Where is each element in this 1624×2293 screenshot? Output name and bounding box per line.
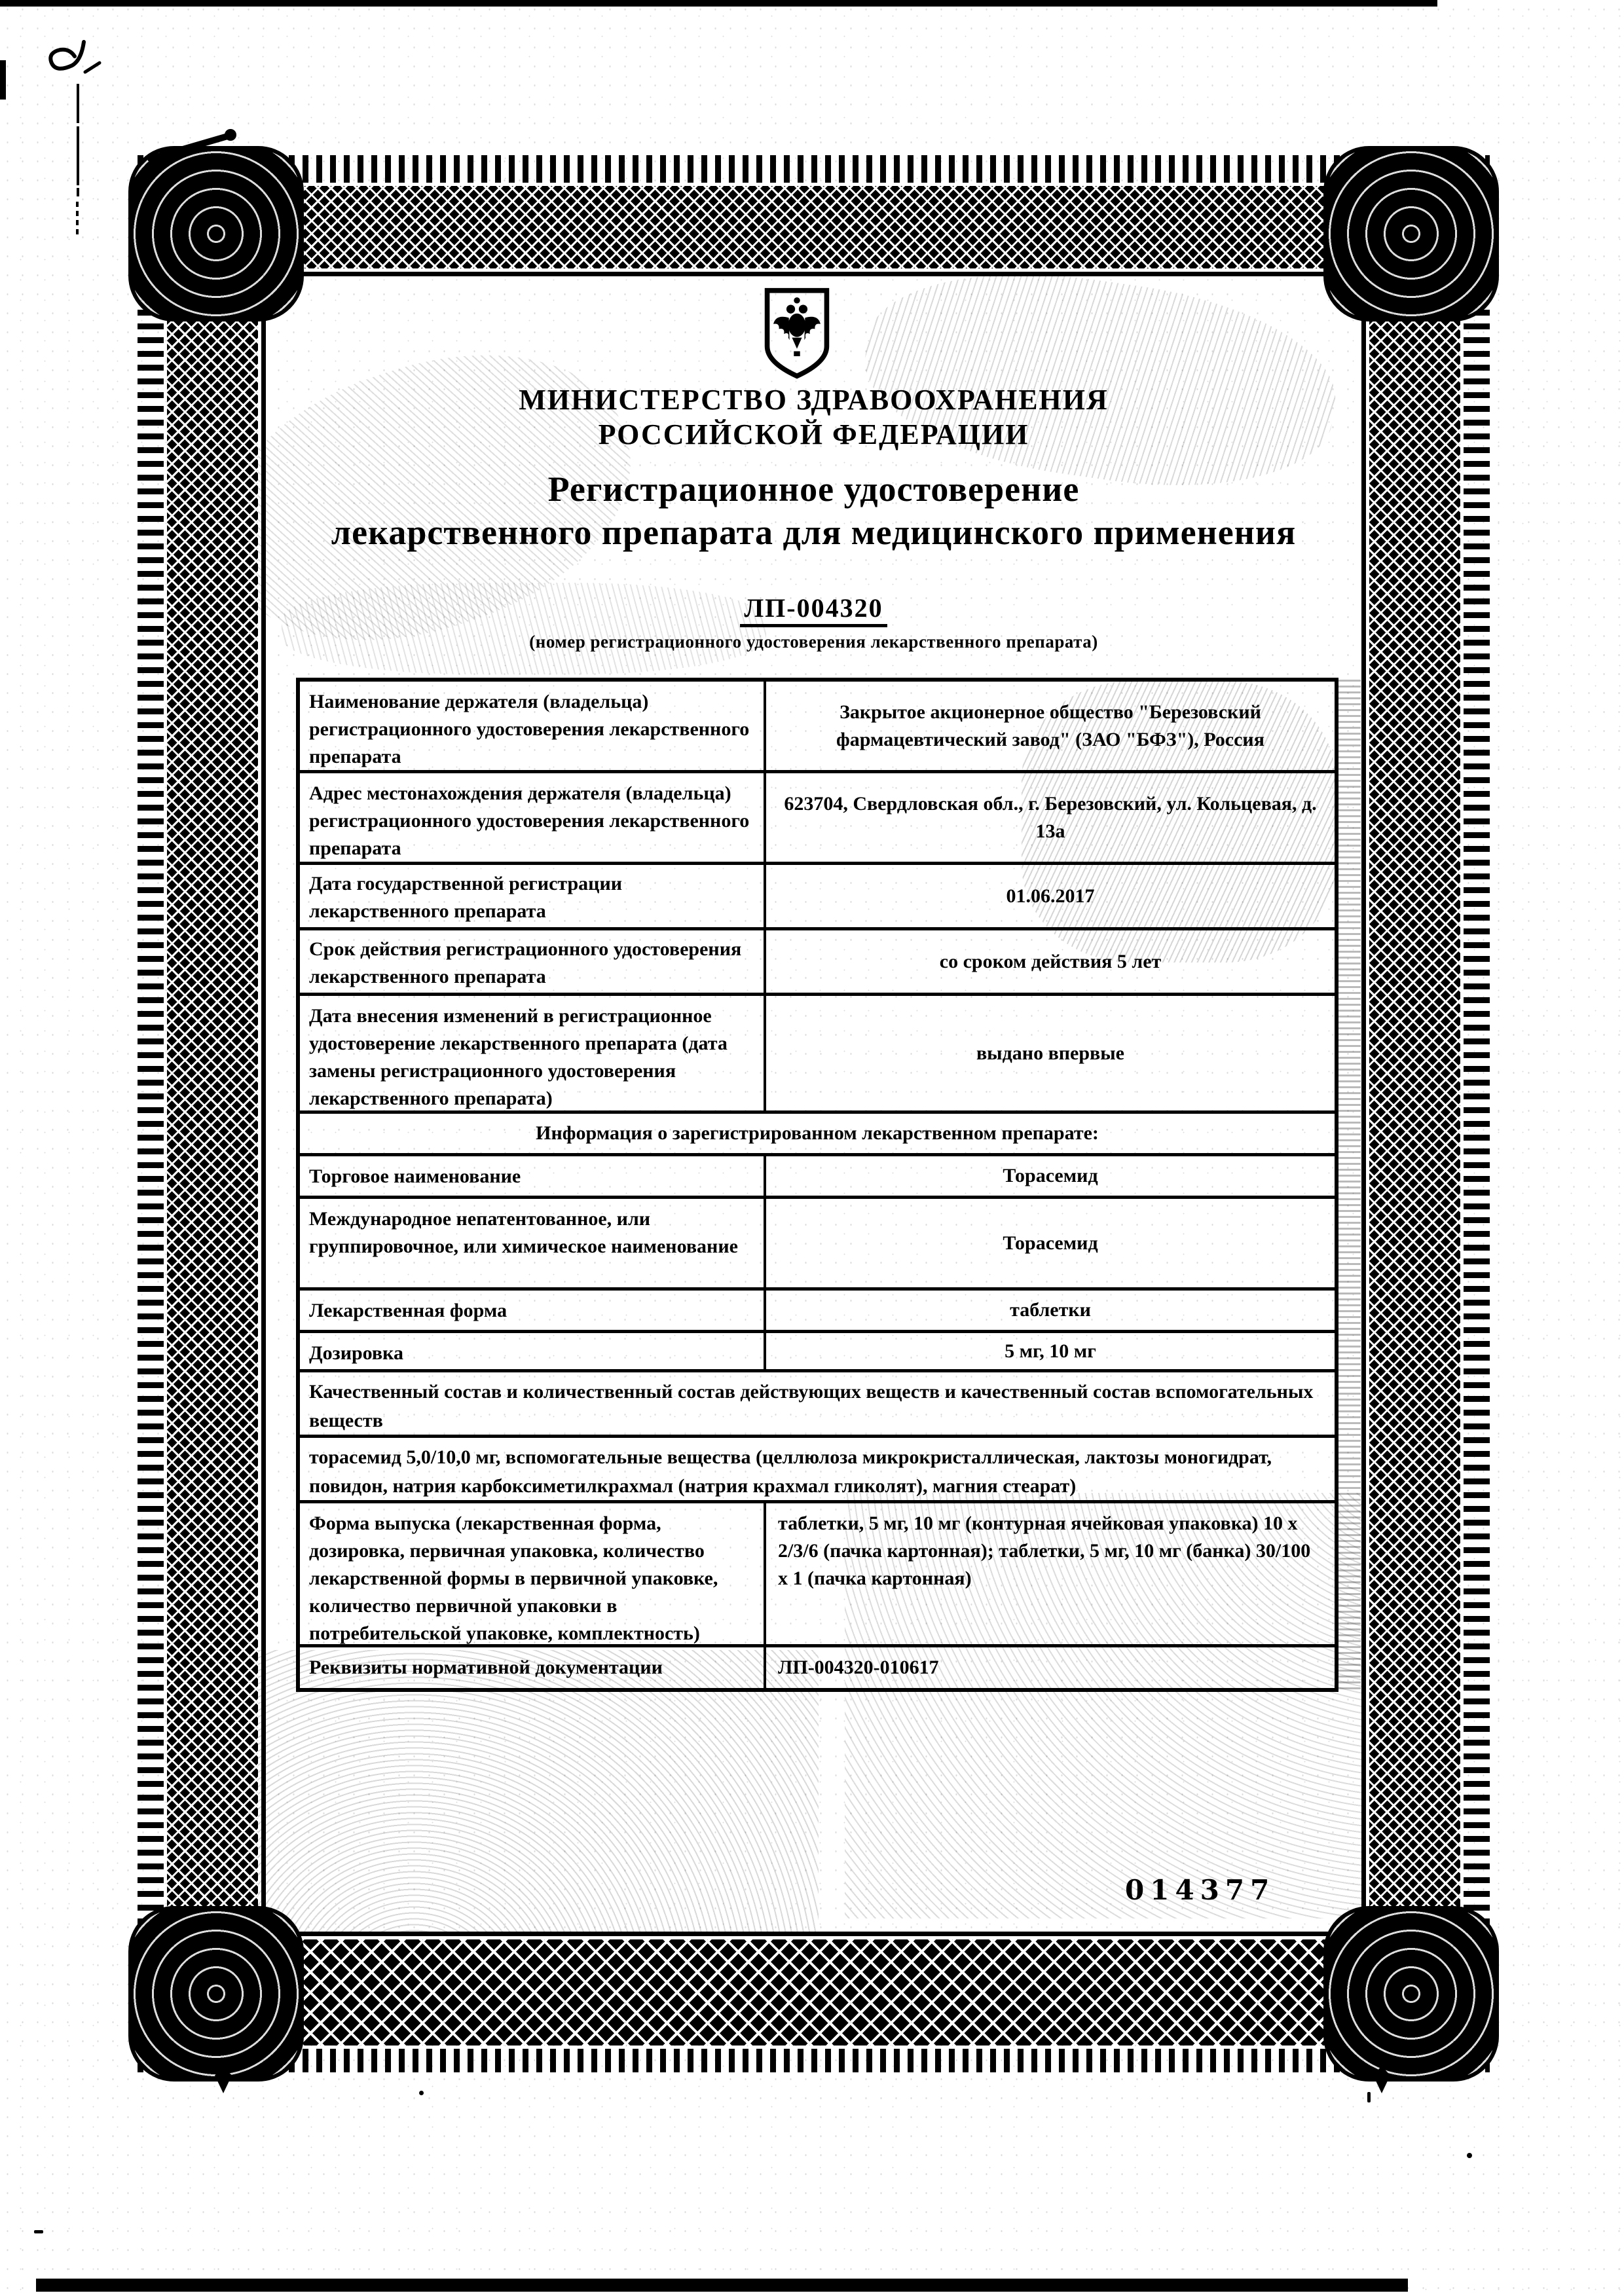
composition-text: торасемид 5,0/10,0 мг, вспомогательные вещества (целлюлоза микрокристаллическая, лактозы моногидрат, повидон, натрия карбоксиметилкрахмал (натрия крахмал гликолят), магния стеарат)	[309, 1446, 1272, 1497]
table-row-holder-name	[300, 682, 1335, 773]
row-label: Срок действия регистрационного удостоверения лекарственного препарата	[300, 930, 766, 993]
row-value: таблетки	[1010, 1299, 1091, 1321]
registration-number-caption: (номер регистрационного удостоверения лекарственного препарата)	[529, 632, 1098, 651]
row-value: ЛП-004320-010617	[778, 1657, 939, 1678]
section-header-text: Информация о зарегистрированном лекарственном препарате:	[536, 1122, 1099, 1144]
row-label: Лекарственная форма	[300, 1291, 766, 1330]
table-row-registration-date	[300, 865, 1335, 930]
table-row-release-form	[300, 1503, 1335, 1647]
scan-speck	[1367, 2092, 1371, 2102]
document-title-line2: лекарственного препарата для медицинского применения	[331, 513, 1297, 552]
ministry-name-line2: РОССИЙСКОЙ ФЕДЕРАЦИИ	[598, 418, 1029, 450]
ministry-name-line1: МИНИСТЕРСТВО ЗДРАВООХРАНЕНИЯ	[519, 384, 1109, 416]
row-value: со сроком действия 5 лет	[939, 950, 1162, 972]
row-value: Закрытое акционерное общество "Березовский фармацевтический завод" (ЗАО "БФЗ"), Россия	[836, 701, 1264, 750]
table-row-normative-docs	[300, 1647, 1335, 1688]
table-row-dosage	[300, 1333, 1335, 1372]
russia-coat-of-arms-icon	[758, 287, 836, 380]
row-label: Торговое наименование	[300, 1156, 766, 1196]
frame-corner-rosette	[1323, 1906, 1499, 2082]
row-value: выдано впервые	[976, 1042, 1124, 1064]
table-row-inn-name	[300, 1199, 1335, 1291]
row-label: Реквизиты нормативной документации	[300, 1647, 766, 1688]
row-label: Наименование держателя (владельца) регистрационного удостоверения лекарственного препарата	[300, 682, 766, 770]
scan-edge-bottom	[36, 2279, 1408, 2292]
table-row-trade-name	[300, 1156, 1335, 1199]
row-label: Дата внесения изменений в регистрационное удостоверение лекарственного препарата (дата замены регистрационного удостоверения лекарственного препарата)	[300, 996, 766, 1110]
frame-left-band	[138, 273, 266, 1938]
scan-speck	[34, 2230, 43, 2233]
row-value: 01.06.2017	[1006, 885, 1095, 907]
table-row-dosage-form	[300, 1291, 1335, 1333]
frame-corner-rosette	[128, 1906, 304, 2082]
frame-corner-rosette	[1323, 146, 1499, 321]
document-title-line1: Регистрационное удостоверение	[547, 469, 1080, 509]
table-row-holder-address	[300, 773, 1335, 865]
row-value: таблетки, 5 мг, 10 мг (контурная ячейковая упаковка) 10 х 2/3/6 (пачка картонная); таблетки, 5 мг, 10 мг (банка) 30/100 х 1 (пачка картонная)	[778, 1513, 1311, 1589]
scan-speck	[1467, 2153, 1472, 2158]
row-value: 623704, Свердловская обл., г. Березовский, ул. Кольцевая, д. 13а	[784, 792, 1317, 842]
row-value: Торасемид	[1003, 1232, 1098, 1254]
frame-top-band	[138, 155, 1490, 276]
frame-right-band	[1361, 273, 1490, 1938]
row-label: Дата государственной регистрации лекарственного препарата	[300, 865, 766, 927]
composition-header-text: Качественный состав и количественный состав действующих веществ и качественный состав вспомогательных веществ	[309, 1381, 1314, 1431]
form-serial-number: 014377	[1125, 1874, 1276, 1906]
table-row-composition-header	[300, 1372, 1335, 1438]
row-label: Форма выпуска (лекарственная форма, дозировка, первичная упаковка, количество лекарственной формы в первичной упаковке, количество первичной упаковки в потребительской упаковке, комплектность)	[300, 1503, 766, 1644]
table-row-validity-period	[300, 930, 1335, 996]
row-label: Адрес местонахождения держателя (владельца) регистрационного удостоверения лекарственного препарата	[300, 773, 766, 862]
scan-speck	[419, 2091, 424, 2095]
handwritten-mark	[0, 0, 275, 275]
row-label: Международное непатентованное, или группировочное, или химическое наименование	[300, 1199, 766, 1287]
row-value: 5 мг, 10 мг	[1005, 1340, 1096, 1362]
table-row-amendment-date	[300, 996, 1335, 1114]
row-label: Дозировка	[300, 1333, 766, 1369]
table-section-header	[300, 1114, 1335, 1156]
registration-data-table	[296, 678, 1338, 1692]
frame-bottom-band	[138, 1932, 1490, 2072]
table-row-composition	[300, 1438, 1335, 1503]
row-value: Торасемид	[1003, 1165, 1098, 1186]
registration-number: ЛП-004320	[265, 593, 1362, 623]
